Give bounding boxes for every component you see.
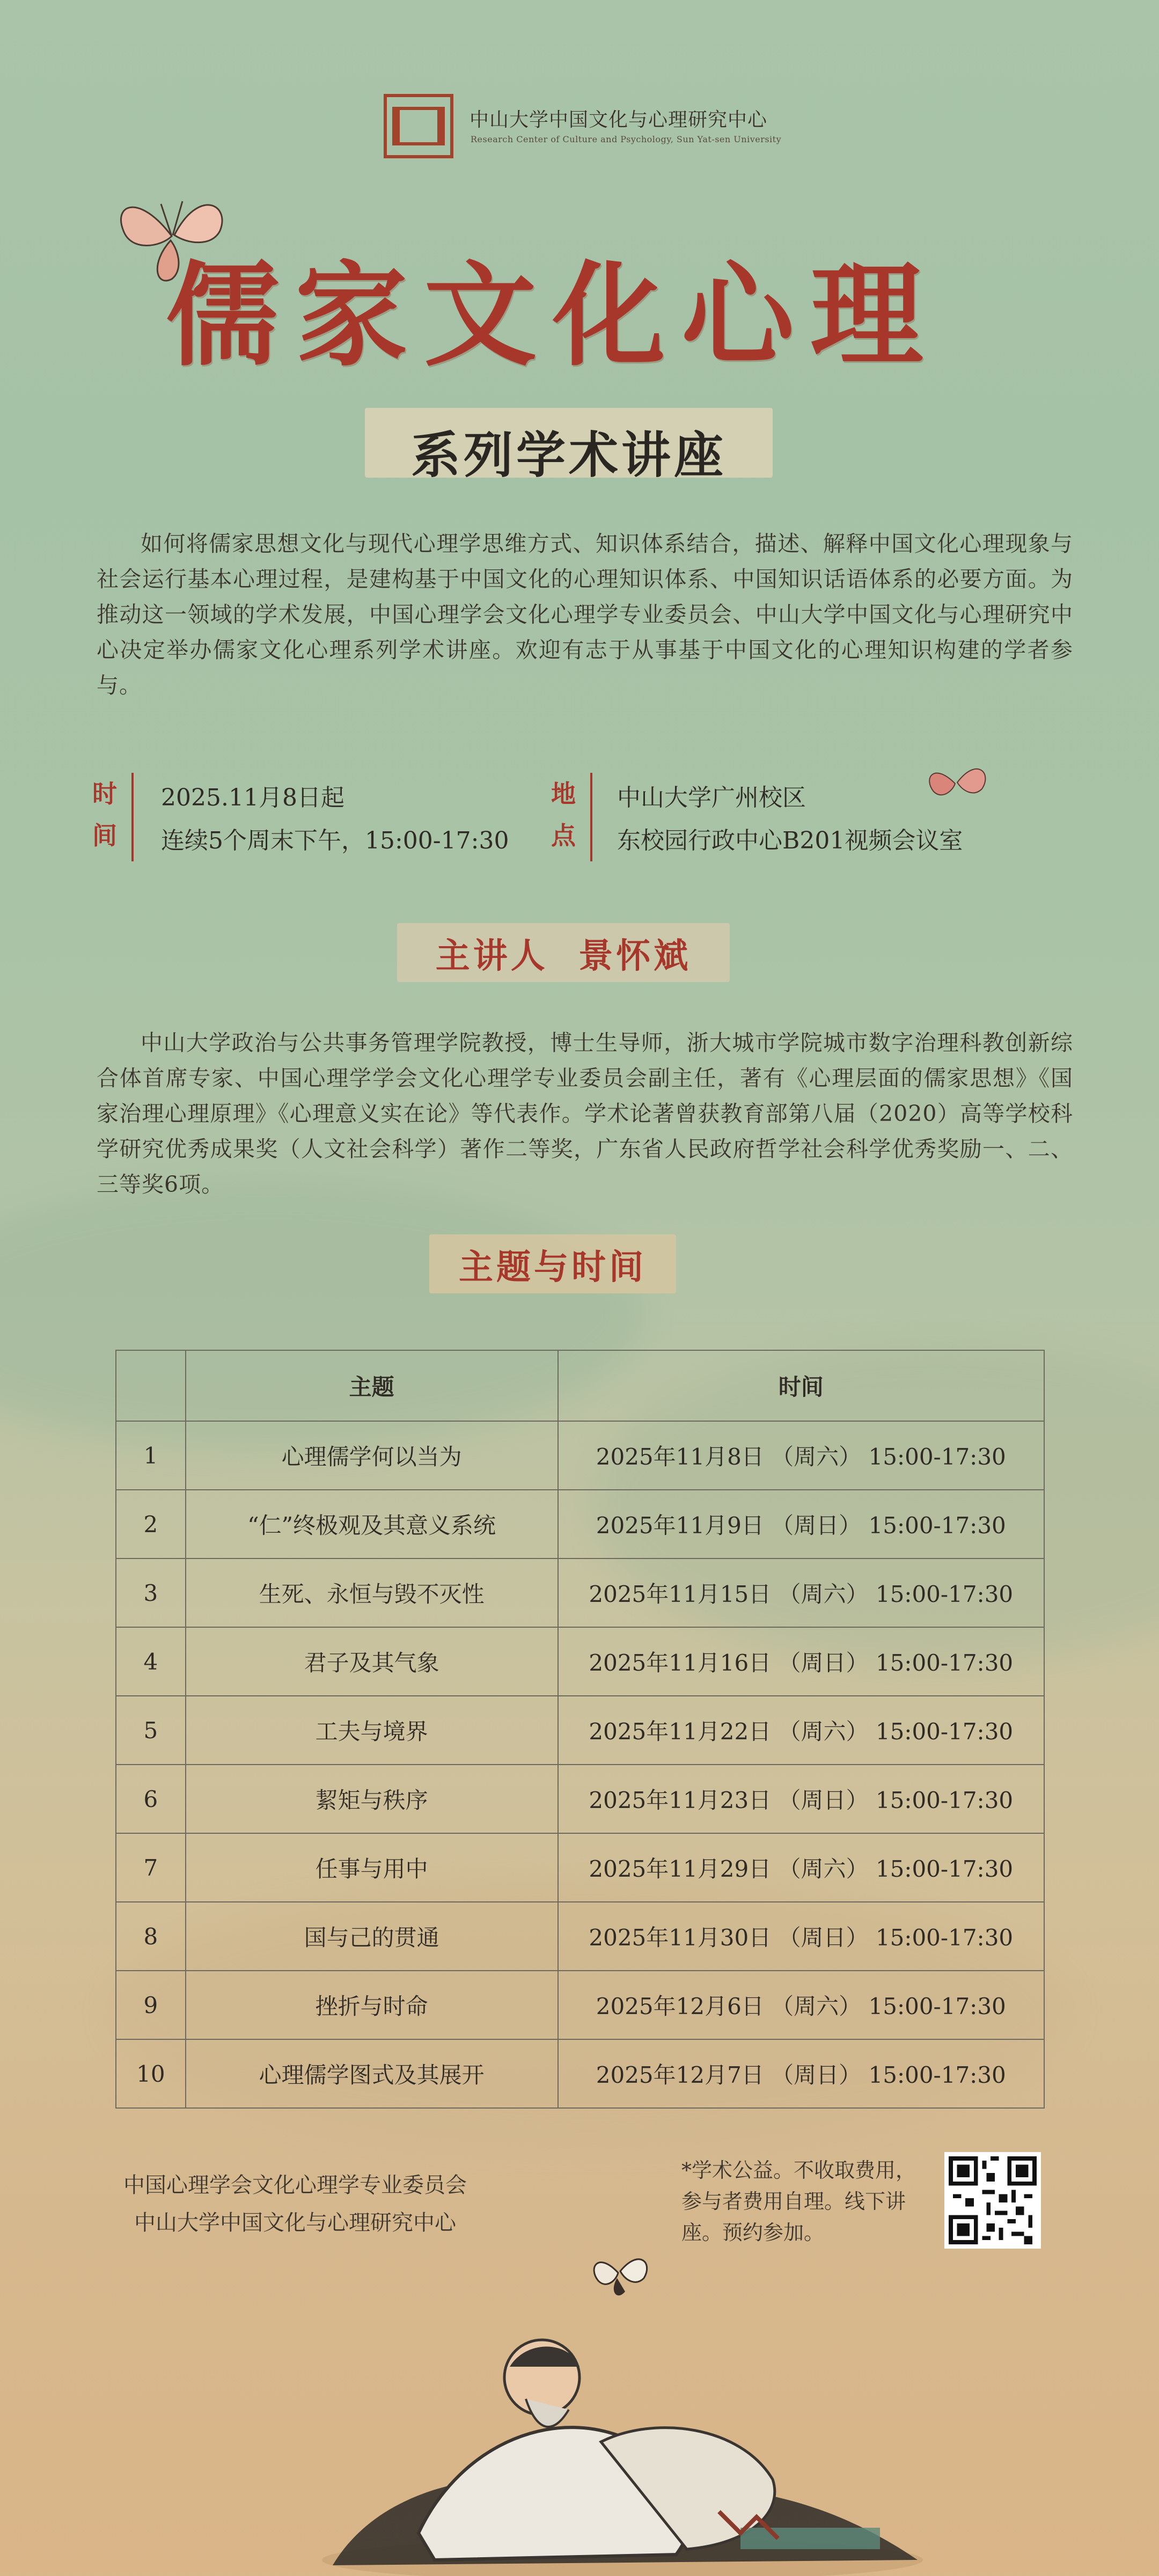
reclining-scholar-illustration xyxy=(300,2308,944,2576)
intro-paragraph: 如何将儒家思想文化与现代心理学思维方式、知识体系结合，描述、解释中国文化心理现象与社会运行基本心理过程，是建构基于中国文化的心理知识体系、中国知识话语体系的必要方面。为推动这一领域的学术发展，中国心理学会文化心理学专业委员会、中山大学中国文化与心理研究中心决定举办儒家文化心理系列学术讲座。欢迎有志于从事基于中国文化的心理知识构建的学者参与。 xyxy=(97,531,1073,698)
row-number: 7 xyxy=(116,1833,186,1902)
main-title: 儒家文化心理 xyxy=(166,249,940,382)
row-topic: “仁”终极观及其意义系统 xyxy=(186,1490,558,1558)
center-logo xyxy=(384,94,453,158)
schedule-table xyxy=(115,1350,1045,2109)
row-time: 2025年11月30日 （周日） 15:00-17:30 xyxy=(558,1902,1044,1971)
organizer-2: 中山大学中国文化与心理研究中心 xyxy=(134,2211,456,2235)
row-number: 10 xyxy=(116,2039,186,2108)
time-line-2: 连续5个周末下午，15:00-17:30 xyxy=(161,827,509,854)
speaker-bio: 中山大学政治与公共事务管理学院教授，博士生导师，浙大城市学院城市数字治理科教创新综合体首席专家、中国心理学学会文化心理学专业委员会副主任，著有《心理层面的儒家思想》《国家治理心理原理》《心理意义实在论》等代表作。学术论著曾获教育部第八届（2020）高等学校科学研究优秀成果奖（人文社会科学）著作二等奖，广东省人民政府哲学社会科学优秀奖励一、二、三等奖6项。 xyxy=(97,1030,1073,1197)
subtitle: 系列学术讲座 xyxy=(410,426,727,484)
table-row xyxy=(116,1833,1044,1902)
table-row xyxy=(116,1558,1044,1627)
col-time: 时间 xyxy=(558,1350,1044,1421)
col-number xyxy=(116,1350,186,1421)
row-number: 3 xyxy=(116,1558,186,1627)
row-time: 2025年11月8日 （周六） 15:00-17:30 xyxy=(558,1421,1044,1490)
schedule-heading: 主题与时间 xyxy=(459,1247,647,1287)
row-number: 2 xyxy=(116,1490,186,1558)
row-topic: 生死、永恒与毁不灭性 xyxy=(186,1558,558,1627)
row-time: 2025年12月6日 （周六） 15:00-17:30 xyxy=(558,1971,1044,2039)
row-time: 2025年11月9日 （周日） 15:00-17:30 xyxy=(558,1490,1044,1558)
table-row xyxy=(116,1421,1044,1490)
table-row xyxy=(116,2039,1044,2108)
place-label: 地 点 xyxy=(551,779,576,850)
row-topic: 絜矩与秩序 xyxy=(186,1765,558,1833)
row-time: 2025年11月23日 （周日） 15:00-17:30 xyxy=(558,1765,1044,1833)
speaker-heading: 主讲人 景怀斌 xyxy=(435,936,692,976)
row-time: 2025年11月16日 （周日） 15:00-17:30 xyxy=(558,1627,1044,1696)
row-time: 2025年11月22日 （周六） 15:00-17:30 xyxy=(558,1696,1044,1765)
row-topic: 挫折与时命 xyxy=(186,1971,558,2039)
row-number: 8 xyxy=(116,1902,186,1971)
row-number: 6 xyxy=(116,1765,186,1833)
time-divider xyxy=(131,773,134,861)
registration-note: *学术公益。不收取费用，参与者费用自理。线下讲座。预约参加。 xyxy=(681,2158,916,2244)
table-row xyxy=(116,1765,1044,1833)
time-line-1: 2025.11月8日起 xyxy=(161,784,344,811)
table-row xyxy=(116,1902,1044,1971)
table-row xyxy=(116,1971,1044,2039)
table-row xyxy=(116,1490,1044,1558)
row-time: 2025年11月15日 （周六） 15:00-17:30 xyxy=(558,1558,1044,1627)
row-topic: 心理儒学图式及其展开 xyxy=(186,2039,558,2108)
row-time: 2025年11月29日 （周六） 15:00-17:30 xyxy=(558,1833,1044,1902)
row-time: 2025年12月7日 （周日） 15:00-17:30 xyxy=(558,2039,1044,2108)
org-name-en: Research Center of Culture and Psychology, Sun Yat-sen University xyxy=(471,134,782,144)
table-row xyxy=(116,1696,1044,1765)
qr-code[interactable] xyxy=(944,2152,1041,2249)
time-label: 时 间 xyxy=(92,779,117,850)
place-divider xyxy=(590,773,592,861)
row-topic: 心理儒学何以当为 xyxy=(186,1421,558,1490)
row-number: 1 xyxy=(116,1421,186,1490)
org-name-cn: 中山大学中国文化与心理研究中心 xyxy=(470,109,768,131)
row-topic: 任事与用中 xyxy=(186,1833,558,1902)
col-topic: 主题 xyxy=(186,1350,558,1421)
table-header-row xyxy=(116,1350,1044,1421)
row-topic: 君子及其气象 xyxy=(186,1627,558,1696)
row-number: 9 xyxy=(116,1971,186,2039)
place-line-2: 东校园行政中心B201视频会议室 xyxy=(617,827,963,854)
row-topic: 国与己的贯通 xyxy=(186,1902,558,1971)
place-line-1: 中山大学广州校区 xyxy=(617,784,806,811)
table-row xyxy=(116,1627,1044,1696)
row-number: 5 xyxy=(116,1696,186,1765)
butterfly-illustration xyxy=(923,751,993,810)
row-number: 4 xyxy=(116,1627,186,1696)
butterfly-illustration xyxy=(585,2238,655,2302)
row-topic: 工夫与境界 xyxy=(186,1696,558,1765)
organizer-1: 中国心理学会文化心理学专业委员会 xyxy=(123,2173,467,2198)
